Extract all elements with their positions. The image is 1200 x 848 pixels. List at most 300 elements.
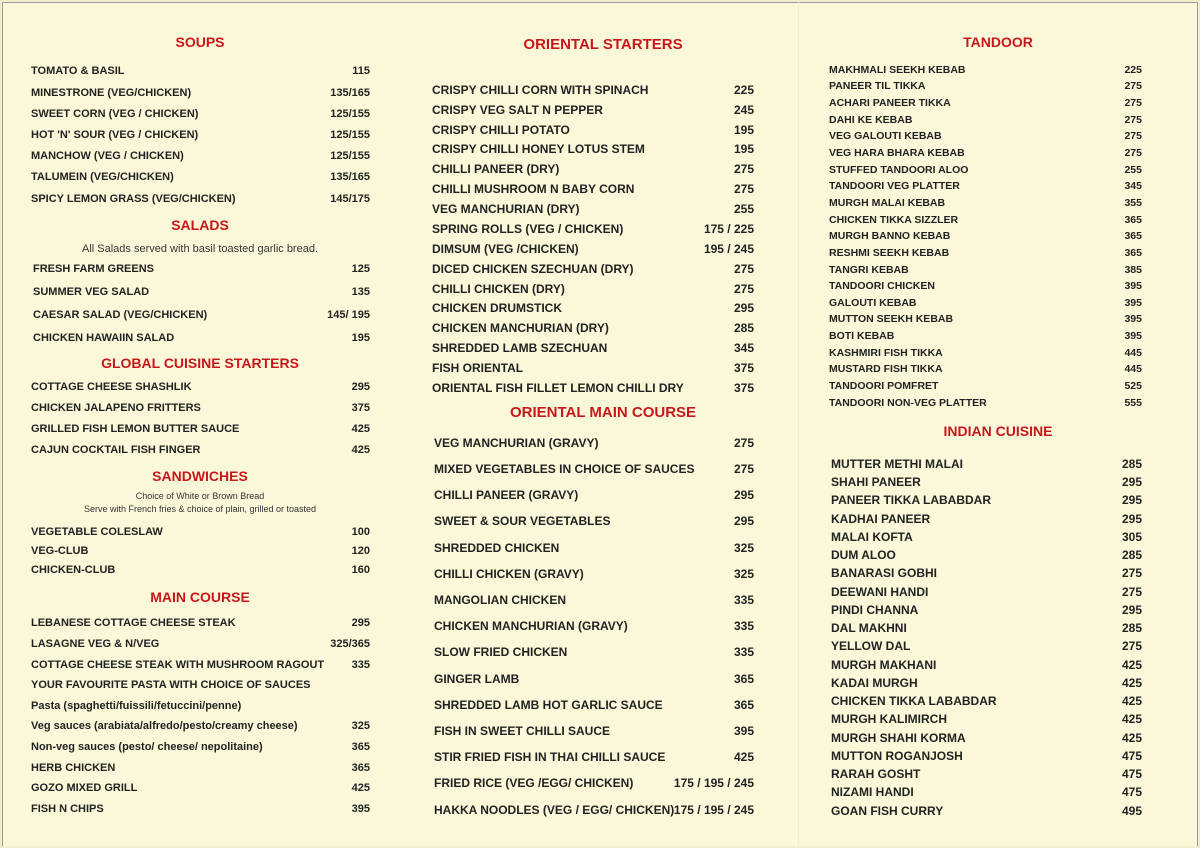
menu-item [31, 402, 370, 416]
menu-item-price: 325 [733, 566, 754, 581]
menu-item-name: MURGH MAKHANI [831, 657, 937, 672]
menu-item [432, 381, 754, 396]
menu-item-name: TANDOORI POMFRET [829, 380, 939, 393]
menu-item-name: KADHAI PANEER [831, 511, 931, 526]
menu-item-name: CHILLI MUSHROOM N BABY CORN [432, 182, 635, 197]
menu-item-name: MANCHOW (VEG / CHICKEN) [31, 150, 184, 163]
menu-item [31, 381, 370, 395]
menu-item-name: CHILLI CHICKEN (GRAVY) [434, 566, 584, 581]
menu-item-price: 285 [733, 321, 754, 336]
menu-item [831, 530, 1142, 545]
menu-item-name: DIMSUM (VEG /CHICKEN) [432, 241, 579, 256]
menu-item [31, 720, 370, 734]
menu-item [434, 672, 754, 687]
menu-item [829, 297, 1142, 311]
menu-item-price: 275 [733, 281, 754, 296]
menu-item-name: CHICKEN JALAPENO FRITTERS [31, 402, 201, 415]
menu-item-price: 275 [733, 261, 754, 276]
menu-item-name: GINGER LAMB [434, 671, 520, 686]
menu-item-price: 325/365 [330, 638, 370, 650]
menu-item-price: 365 [1124, 246, 1142, 259]
menu-item-price: 275 [1124, 80, 1142, 93]
menu-item-name: SHREDDED LAMB HOT GARLIC SAUCE [434, 697, 663, 712]
menu-item-price: 365 [351, 741, 370, 753]
menu-item [434, 462, 754, 477]
menu-item [831, 694, 1142, 709]
menu-item-name: ACHARI PANEER TIKKA [829, 97, 951, 109]
menu-item [831, 785, 1142, 800]
menu-item-name: DICED CHICKEN SZECHUAN (DRY) [432, 261, 634, 276]
menu-item-price: 385 [1124, 263, 1142, 276]
menu-item [831, 767, 1142, 782]
menu-item-name: CRISPY CHILLI HONEY LOTUS STEM [432, 142, 645, 157]
menu-item [434, 776, 754, 791]
menu-item-name: CHICKEN MANCHURIAN (GRAVY) [434, 619, 628, 634]
menu-item-name: VEG MANCHURIAN (DRY) [432, 202, 580, 217]
menu-item-name: CHILLI PANEER (GRAVY) [434, 488, 579, 503]
menu-item-price: 395 [1124, 296, 1142, 309]
menu-item [432, 222, 754, 237]
menu-item-name: MURGH MALAI KEBAB [829, 196, 946, 209]
menu-item-price: 445 [1124, 363, 1142, 376]
menu-item [31, 193, 370, 207]
menu-item-price: 255 [1124, 163, 1142, 176]
menu-item-price: 175 / 195 / 245 [673, 776, 754, 791]
menu-item [829, 130, 1142, 144]
menu-item [831, 676, 1142, 691]
menu-item-name: HOT 'N' SOUR (VEG / CHICKEN) [31, 129, 199, 141]
menu-item-price: 425 [1121, 712, 1142, 727]
menu-item-name: SHREDDED CHICKEN [434, 540, 560, 555]
menu-item [829, 147, 1142, 161]
menu-item-price: 295 [733, 488, 754, 503]
menu-item [432, 123, 754, 138]
menu-item [432, 282, 754, 297]
menu-item [831, 548, 1142, 563]
menu-item-price: 335 [733, 645, 754, 660]
menu-item [829, 164, 1142, 178]
menu-item-name: CRISPY VEG SALT N PEPPER [432, 102, 603, 117]
menu-item-name: VEG HARA BHARA KEBAB [829, 146, 965, 159]
menu-item [31, 423, 370, 437]
menu-item-name: TANDOORI NON-VEG PLATTER [829, 396, 987, 409]
menu-item [434, 593, 754, 608]
menu-item-price: 275 [1121, 639, 1142, 654]
menu-item-name: KASHMIRI FISH TIKKA [829, 346, 943, 359]
menu-item [31, 762, 370, 776]
menu-item-name: Veg sauces (arabiata/alfredo/pesto/creamy cheese) [31, 720, 298, 733]
menu-item [831, 712, 1142, 727]
menu-item-price: 295 [351, 617, 370, 630]
section-title-tandoor: TANDOOR [963, 34, 1033, 50]
menu-item [31, 700, 370, 714]
menu-item-price: 275 [733, 182, 754, 197]
menu-item [434, 514, 754, 529]
menu-item [31, 65, 370, 79]
menu-item [31, 87, 370, 101]
menu-item [829, 197, 1142, 211]
menu-item [829, 264, 1142, 278]
menu-item-price: 305 [1121, 529, 1142, 544]
menu-item-name: TALUMEIN (VEG/CHICKEN) [31, 171, 174, 184]
menu-item-price: 295 [1121, 602, 1142, 617]
menu-item-name: BANARASI GOBHI [831, 566, 938, 581]
menu-item-name: CHICKEN HAWAIIN SALAD [33, 332, 175, 345]
section-title-global-cuisine-starters: GLOBAL CUISINE STARTERS [101, 355, 299, 371]
menu-item [831, 493, 1142, 508]
menu-item-name: MURGH BANNO KEBAB [829, 230, 951, 243]
menu-item-name: MIXED VEGETABLES IN CHOICE OF SAUCES [434, 462, 695, 476]
section-title-sandwiches: SANDWICHES [152, 468, 248, 484]
menu-item-price: 135/165 [330, 171, 370, 184]
menu-item-name: CAJUN COCKTAIL FISH FINGER [31, 444, 201, 457]
menu-item-name: HERB CHICKEN [31, 761, 116, 774]
menu-item-name: CHICKEN MANCHURIAN (DRY) [432, 321, 609, 336]
menu-item [31, 679, 370, 693]
menu-item [831, 457, 1142, 472]
section-title-oriental-starters: ORIENTAL STARTERS [523, 36, 683, 53]
menu-item [829, 80, 1142, 94]
menu-item [829, 347, 1142, 361]
menu-item-price: 425 [351, 782, 370, 795]
section-title-soups: SOUPS [175, 34, 225, 50]
menu-item-name: SPICY LEMON GRASS (VEG/CHICKEN) [31, 192, 236, 205]
menu-item [33, 263, 370, 277]
menu-item-name: ORIENTAL FISH FILLET LEMON CHILLI DRY [432, 380, 684, 395]
menu-item-price: 335 [733, 593, 754, 607]
menu-item-name: RARAH GOSHT [831, 767, 921, 782]
menu-item-price: 445 [1124, 346, 1142, 359]
menu-item-name: CRISPY CHILLI CORN WITH SPINACH [432, 82, 649, 97]
menu-item-name: PANEER TIL TIKKA [829, 80, 926, 93]
menu-item-price: 425 [733, 750, 754, 765]
menu-item [33, 309, 370, 323]
menu-item-name: MANGOLIAN CHICKEN [434, 593, 566, 607]
menu-item [831, 512, 1142, 527]
menu-item-price: 555 [1124, 396, 1142, 409]
menu-item [432, 321, 754, 336]
menu-item-price: 225 [1124, 63, 1142, 76]
menu-item-price: 275 [1121, 584, 1142, 599]
menu-item [829, 214, 1142, 228]
menu-item-price: 365 [1124, 213, 1142, 226]
menu-item-name: CHICKEN TIKKA SIZZLER [829, 213, 959, 226]
menu-item [829, 280, 1142, 294]
menu-item [31, 545, 370, 559]
menu-item [831, 731, 1142, 746]
menu-item-price: 195 [733, 142, 754, 157]
menu-item [31, 108, 370, 122]
menu-item-price: 160 [351, 564, 370, 577]
menu-item [33, 286, 370, 300]
menu-item [31, 782, 370, 796]
menu-item [829, 64, 1142, 78]
menu-item [31, 659, 370, 673]
menu-item-name: FRESH FARM GREENS [33, 263, 155, 276]
menu-item-price: 345 [1124, 180, 1142, 193]
menu-item [31, 564, 370, 578]
menu-item-price: 425 [1121, 694, 1142, 709]
menu-item-name: RESHMI SEEKH KEBAB [829, 246, 950, 259]
menu-item-price: 335 [351, 658, 370, 671]
menu-item [432, 262, 754, 277]
menu-item-price: 475 [1121, 767, 1142, 782]
menu-item-name: DEEWANI HANDI [831, 584, 929, 599]
menu-item [831, 749, 1142, 764]
menu-item-price: 275 [1124, 146, 1142, 159]
menu-item [434, 750, 754, 765]
menu-item [432, 83, 754, 98]
menu-item-price: 525 [1124, 380, 1142, 393]
menu-item [432, 202, 754, 217]
menu-item [31, 171, 370, 185]
menu-item-price: 275 [1124, 130, 1142, 143]
menu-item-name: FISH N CHIPS [31, 802, 104, 815]
menu-item-price: 145/175 [330, 192, 370, 205]
menu-item-price: 365 [351, 761, 370, 774]
menu-item-price: 495 [1121, 803, 1142, 818]
menu-item [829, 397, 1142, 411]
menu-item-price: 275 [733, 462, 754, 476]
section-note: Serve with French fries & choice of plain, grilled or toasted [83, 504, 317, 514]
menu-item-price: 425 [351, 423, 370, 436]
menu-item [434, 645, 754, 660]
menu-item-name: BOTI KEBAB [829, 330, 895, 343]
menu-item [33, 332, 370, 346]
menu-item-price: 175 / 225 [703, 221, 754, 236]
menu-item-price: 295 [733, 301, 754, 316]
menu-item [831, 804, 1142, 819]
menu-item-name: COTTAGE CHEESE STEAK WITH MUSHROOM RAGOUT [31, 658, 325, 671]
menu-item-price: 275 [1124, 97, 1142, 109]
menu-item [831, 475, 1142, 490]
menu-item-price: 285 [1121, 456, 1142, 471]
menu-item-price: 275 [733, 162, 754, 177]
menu-item-price: 195 [351, 332, 370, 345]
menu-item [831, 639, 1142, 654]
menu-item-price: 475 [1121, 748, 1142, 763]
menu-item-price: 395 [351, 802, 370, 815]
menu-item-price: 275 [1121, 566, 1142, 581]
menu-item-price: 395 [733, 724, 754, 738]
menu-item-name: GOZO MIXED GRILL [31, 782, 138, 795]
menu-item [31, 617, 370, 631]
menu-item-name: SHREDDED LAMB SZECHUAN [432, 341, 608, 356]
section-title-main-course: MAIN COURSE [150, 589, 250, 605]
menu-item-name: LASAGNE VEG & N/VEG [31, 638, 160, 650]
menu-item-name: YOUR FAVOURITE PASTA WITH CHOICE OF SAUCES [31, 679, 311, 692]
menu-item-name: GRILLED FISH LEMON BUTTER SAUCE [31, 423, 240, 436]
menu-item-name: PANEER TIKKA LABABDAR [831, 493, 991, 508]
menu-item [31, 150, 370, 164]
menu-item-price: 375 [733, 360, 754, 375]
menu-item [829, 313, 1142, 327]
menu-item-name: MALAI KOFTA [831, 529, 913, 544]
menu-item-name: SWEET & SOUR VEGETABLES [434, 514, 611, 529]
menu-item-price: 295 [351, 381, 370, 394]
menu-item-name: MUTTON SEEKH KEBAB [829, 313, 954, 326]
menu-item [31, 803, 370, 817]
menu-item-name: CHICKEN-CLUB [31, 564, 116, 577]
menu-item-price: 125/155 [330, 107, 370, 120]
menu-item-price: 335 [733, 619, 754, 634]
menu-item [31, 741, 370, 755]
menu-item [829, 380, 1142, 394]
menu-item-price: 365 [733, 671, 754, 686]
menu-item-name: MUTTON ROGANJOSH [831, 748, 963, 763]
menu-item-name: DAHI KE KEBAB [829, 113, 913, 126]
menu-item [432, 142, 754, 157]
menu-item-price: 125 [351, 263, 370, 276]
menu-item-price: 425 [351, 444, 370, 457]
menu-item-price: 100 [351, 526, 370, 539]
menu-item-name: COTTAGE CHEESE SHASHLIK [31, 381, 192, 394]
menu-item [31, 444, 370, 458]
menu-item [434, 541, 754, 556]
menu-item-price: 425 [1121, 675, 1142, 690]
menu-item [432, 301, 754, 316]
section-note: All Salads served with basil toasted garlic bread. [81, 243, 319, 255]
menu-item-name: STIR FRIED FISH IN THAI CHILLI SAUCE [434, 750, 666, 765]
menu-item [434, 436, 754, 451]
menu-item-price: 345 [733, 341, 754, 356]
menu-item-price: 255 [733, 202, 754, 217]
menu-item [432, 341, 754, 356]
menu-item-price: 125/155 [330, 129, 370, 141]
menu-item-price: 295 [1121, 493, 1142, 508]
menu-item-name: Pasta (spaghetti/fuissili/fetuccini/penne) [31, 699, 242, 712]
menu-item-name: VEG GALOUTI KEBAB [829, 130, 942, 143]
menu-item-name: TANDOORI VEG PLATTER [829, 180, 960, 193]
menu-item-name: MUTTER METHI MALAI [831, 456, 963, 471]
menu-item [31, 638, 370, 652]
menu-item-name: MURGH KALIMIRCH [831, 712, 947, 727]
menu-item [432, 182, 754, 197]
menu-item-price: 120 [351, 545, 370, 558]
menu-item-price: 375 [351, 402, 370, 415]
menu-item-price: 395 [1124, 313, 1142, 326]
menu-item-price: 175 / 195 / 245 [673, 802, 754, 817]
menu-item-name: NIZAMI HANDI [831, 785, 914, 800]
menu-item-name: TOMATO & BASIL [31, 65, 125, 78]
menu-item [434, 698, 754, 713]
menu-item-name: CHILLI CHICKEN (DRY) [432, 281, 565, 296]
menu-item-name: SHAHI PANEER [831, 475, 921, 490]
menu-item-price: 365 [733, 697, 754, 712]
menu-item-price: 325 [351, 720, 370, 733]
menu-item-name: CHICKEN DRUMSTICK [432, 301, 562, 316]
menu-item-name: TANGRI KEBAB [829, 263, 909, 276]
menu-item [829, 363, 1142, 377]
menu-item-name: DAL MAKHNI [831, 621, 907, 636]
menu-item-name: Non-veg sauces (pesto/ cheese/ nepolitaine) [31, 741, 263, 753]
menu-item-name: TANDOORI CHICKEN [829, 280, 935, 293]
menu-item-price: 395 [1124, 280, 1142, 293]
menu-item [831, 658, 1142, 673]
menu-item-price: 195 / 245 [703, 241, 754, 256]
menu-item-name: FISH ORIENTAL [432, 360, 524, 375]
menu-item-price: 225 [733, 82, 754, 97]
menu-item [31, 129, 370, 143]
menu-item-price: 285 [1121, 548, 1142, 563]
menu-item-name: SPRING ROLLS (VEG / CHICKEN) [432, 221, 624, 236]
menu-item [831, 585, 1142, 600]
menu-item-price: 475 [1121, 785, 1142, 800]
menu-item-name: CHILLI PANEER (DRY) [432, 162, 560, 177]
menu-item-name: LEBANESE COTTAGE CHEESE STEAK [31, 617, 236, 630]
section-title-salads: SALADS [171, 217, 229, 233]
menu-item [434, 619, 754, 634]
menu-item-name: SLOW FRIED CHICKEN [434, 645, 568, 660]
menu-item-price: 245 [733, 102, 754, 117]
menu-item-name: YELLOW DAL [831, 639, 911, 654]
section-title-oriental-main-course: ORIENTAL MAIN COURSE [509, 404, 697, 421]
menu-item-price: 195 [733, 122, 754, 137]
menu-item-price: 395 [1124, 330, 1142, 343]
menu-item-price: 275 [733, 435, 754, 450]
menu-item [829, 114, 1142, 128]
menu-item-name: DUM ALOO [831, 548, 896, 563]
menu-item-price: 125/155 [330, 150, 370, 163]
menu-item-name: SWEET CORN (VEG / CHICKEN) [31, 107, 199, 120]
menu-item [432, 103, 754, 118]
menu-item [829, 180, 1142, 194]
menu-item-name: MURGH SHAHI KORMA [831, 730, 966, 745]
menu-item [831, 566, 1142, 581]
menu-item-name: GALOUTI KEBAB [829, 296, 917, 309]
menu-item-price: 295 [1121, 475, 1142, 490]
menu-item-name: FRIED RICE (VEG /EGG/ CHICKEN) [434, 776, 634, 791]
menu-item [829, 97, 1142, 111]
menu-item-name: STUFFED TANDOORI ALOO [829, 163, 969, 176]
menu-item-price: 425 [1121, 657, 1142, 672]
menu-item-name: GOAN FISH CURRY [831, 803, 944, 818]
menu-item-name: FISH IN SWEET CHILLI SAUCE [434, 724, 611, 738]
menu-item-price: 295 [1121, 511, 1142, 526]
menu-item [831, 621, 1142, 636]
menu-item-name: VEG-CLUB [31, 545, 89, 558]
menu-item [31, 526, 370, 540]
menu-item-name: CHICKEN TIKKA LABABDAR [831, 694, 997, 709]
menu-item-name: HAKKA NOODLES (VEG / EGG/ CHICKEN) [434, 802, 675, 817]
menu-item-price: 115 [352, 65, 370, 78]
menu-item [434, 724, 754, 739]
menu-item-price: 135/165 [330, 86, 370, 99]
menu-item-price: 135 [351, 286, 370, 299]
menu-item-price: 425 [1121, 730, 1142, 745]
menu-item-name: KADAI MURGH [831, 675, 918, 690]
menu-item [432, 162, 754, 177]
menu-item-price: 145/ 195 [327, 309, 370, 322]
menu-item [434, 803, 754, 818]
menu-item [829, 247, 1142, 261]
menu-item-name: MAKHMALI SEEKH KEBAB [829, 63, 966, 76]
menu-item-price: 295 [733, 514, 754, 529]
menu-item-price: 275 [1124, 113, 1142, 126]
menu-item-price: 375 [733, 380, 754, 395]
menu-item-name: CRISPY CHILLI POTATO [432, 122, 570, 137]
menu-item [434, 567, 754, 582]
menu-item-price: 325 [733, 540, 754, 555]
section-note: Choice of White or Brown Bread [135, 491, 265, 501]
menu-item-name: CAESAR SALAD (VEG/CHICKEN) [33, 309, 208, 322]
menu-item [432, 361, 754, 376]
menu-item-price: 365 [1124, 230, 1142, 243]
menu-item-name: MUSTARD FISH TIKKA [829, 363, 943, 376]
menu-item-price: 285 [1121, 621, 1142, 636]
menu-item-name: VEG MANCHURIAN (GRAVY) [434, 435, 599, 450]
menu-item-name: MINESTRONE (VEG/CHICKEN) [31, 86, 192, 99]
